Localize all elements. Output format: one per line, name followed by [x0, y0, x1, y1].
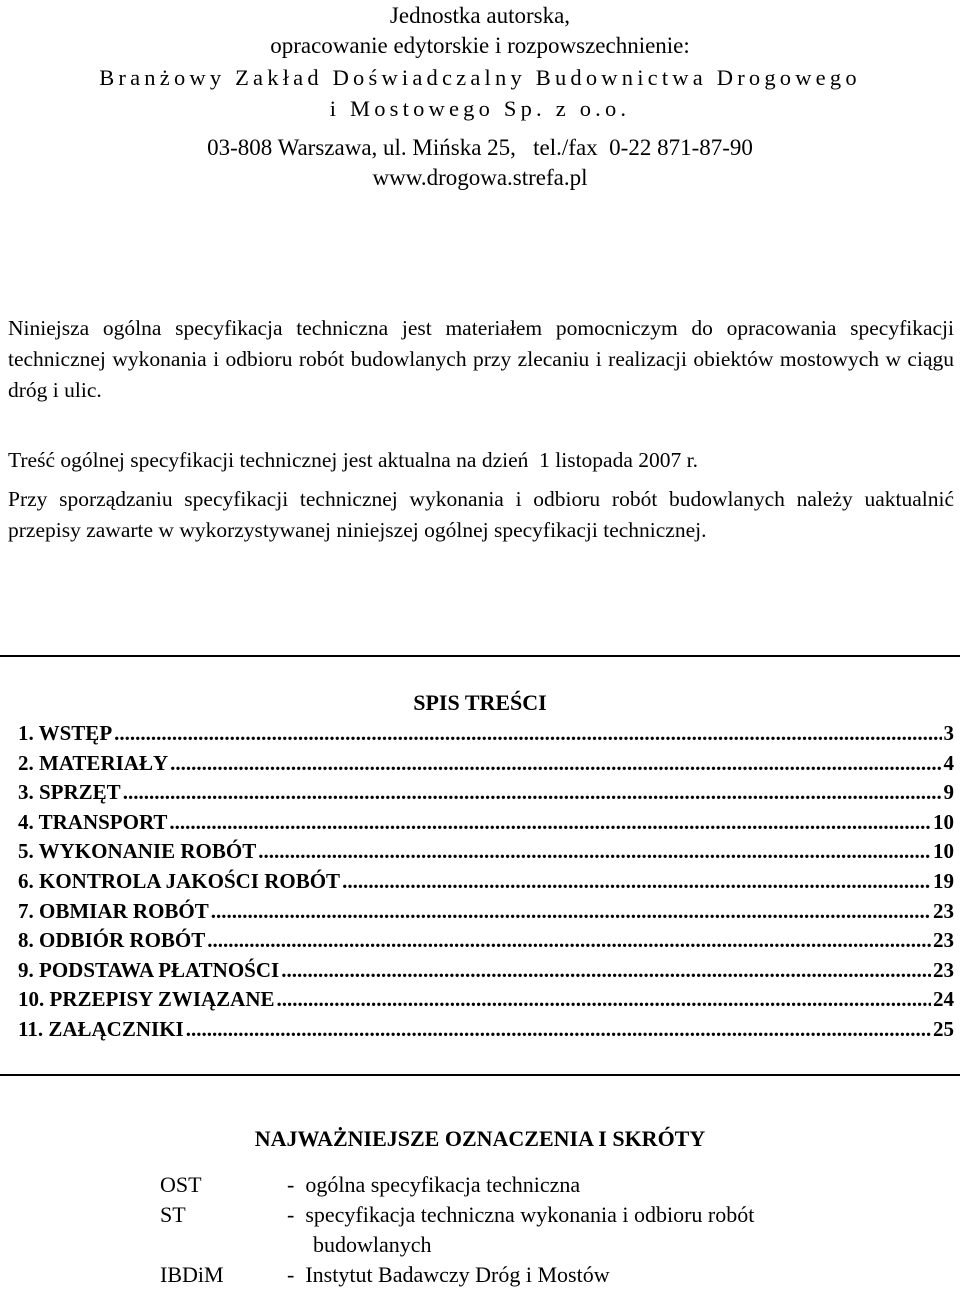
toc-dot-leader [281, 956, 931, 986]
toc-entry-page: 25 [933, 1016, 954, 1041]
toc-entry-label: 5. WYKONANIE ROBÓT [18, 839, 257, 864]
abbreviation-desc-continued: budowlanych [313, 1232, 432, 1257]
header-company-name: Branżowy Zakład Doświadczalny Budownictwa Drogowego [99, 65, 861, 90]
toc-entry-label: 2. MATERIAŁY [18, 750, 169, 775]
abbreviation-desc: - specyfikacja techniczna wykonania i odbioru robót [287, 1202, 755, 1227]
toc-dot-leader [277, 985, 931, 1015]
toc-entry-page: 9 [943, 780, 954, 805]
toc-dot-leader [258, 837, 931, 867]
toc-title: SPIS TREŚCI [413, 690, 547, 715]
toc-entry-page: 4 [943, 750, 954, 775]
toc-entry[interactable] [18, 897, 954, 927]
toc-entry-label: 1. WSTĘP [18, 721, 113, 745]
intro-paragraph-1: Niniejsza ogólna specyfikacja techniczna jest materiałem pomocniczym do opracowania specyfikacji technicznej wykonania i odbioru robót budowlanych przy zlecaniu i realizacji obiektów mostowych w ciągu dróg i ulic. [8, 316, 954, 402]
header-line-editorial: opracowanie edytorskie i rozpowszechnienie: [270, 33, 690, 58]
toc-entry-label: 8. ODBIÓR ROBÓT [18, 928, 206, 953]
toc-entry[interactable] [18, 926, 954, 956]
divider-top [0, 655, 960, 657]
toc-entry[interactable] [18, 867, 954, 897]
toc-entry-page: 10 [933, 839, 954, 864]
toc-dot-leader [169, 808, 931, 838]
toc-dot-leader [342, 867, 931, 897]
header-company-name-cont: i Mostowego Sp. z o.o. [329, 96, 631, 121]
abbreviation-desc: - ogólna specyfikacja techniczna [287, 1172, 581, 1197]
toc-entry[interactable] [18, 749, 954, 779]
toc-entry[interactable] [18, 719, 954, 749]
divider-bottom [0, 1074, 960, 1076]
toc-dot-leader [207, 926, 931, 956]
header-address: 03-808 Warszawa, ul. Mińska 25, tel./fax 0-22 871-87-90 [207, 135, 753, 160]
toc-entry-label: 6. KONTROLA JAKOŚCI ROBÓT [18, 868, 341, 893]
toc-entry[interactable] [18, 1015, 954, 1045]
toc-entry-label: 7. OBMIAR ROBÓT [18, 898, 209, 923]
toc-dot-leader [114, 719, 941, 749]
header-website: www.drogowa.strefa.pl [372, 165, 588, 190]
abbreviation-code: ST [160, 1202, 186, 1227]
toc-entry[interactable] [18, 985, 954, 1015]
toc-entry-page: 19 [933, 868, 954, 893]
toc-entry[interactable] [18, 837, 954, 867]
toc-dot-leader [123, 778, 942, 808]
toc-dot-leader [211, 897, 931, 927]
toc-entry-page: 23 [933, 898, 954, 923]
toc-entry-page: 3 [943, 721, 954, 745]
toc-entry[interactable] [18, 956, 954, 986]
toc-entry-label: 4. TRANSPORT [18, 809, 168, 834]
toc-entry-page: 10 [933, 809, 954, 834]
validity-date-line: Treść ogólnej specyfikacji technicznej jest aktualna na dzień 1 listopada 2007 r. [8, 448, 698, 472]
toc-entry[interactable] [18, 808, 954, 838]
toc-entry-label: 9. PODSTAWA PŁATNOŚCI [18, 957, 280, 982]
abbreviation-desc: - Instytut Badawczy Dróg i Mostów [287, 1262, 610, 1287]
toc-entry[interactable] [18, 778, 954, 808]
toc-dot-leader [186, 1015, 931, 1045]
abbreviations-title: NAJWAŻNIEJSZE OZNACZENIA I SKRÓTY [254, 1126, 706, 1151]
abbreviation-code: IBDiM [160, 1262, 224, 1287]
abbreviation-code: OST [160, 1172, 202, 1197]
toc-entry-label: 10. PRZEPISY ZWIĄZANE [18, 987, 275, 1012]
update-note: Przy sporządzaniu specyfikacji technicznej wykonania i odbioru robót budowlanych należy uaktualnić przepisy zawarte w wykorzystywanej niniejszej ogólnej specyfikacji technicznej. [8, 487, 954, 542]
toc-entry-label: 3. SPRZĘT [18, 780, 121, 805]
toc-entry-label: 11. ZAŁĄCZNIKI [18, 1016, 184, 1041]
toc-dot-leader [170, 749, 941, 779]
header-line-unit: Jednostka autorska, [389, 3, 571, 28]
intro-paragraph-2 [8, 445, 954, 546]
toc-entry-page: 24 [933, 987, 954, 1012]
toc-entry-page: 23 [933, 957, 954, 982]
table-of-contents [18, 719, 954, 1045]
toc-entry-page: 23 [933, 928, 954, 953]
